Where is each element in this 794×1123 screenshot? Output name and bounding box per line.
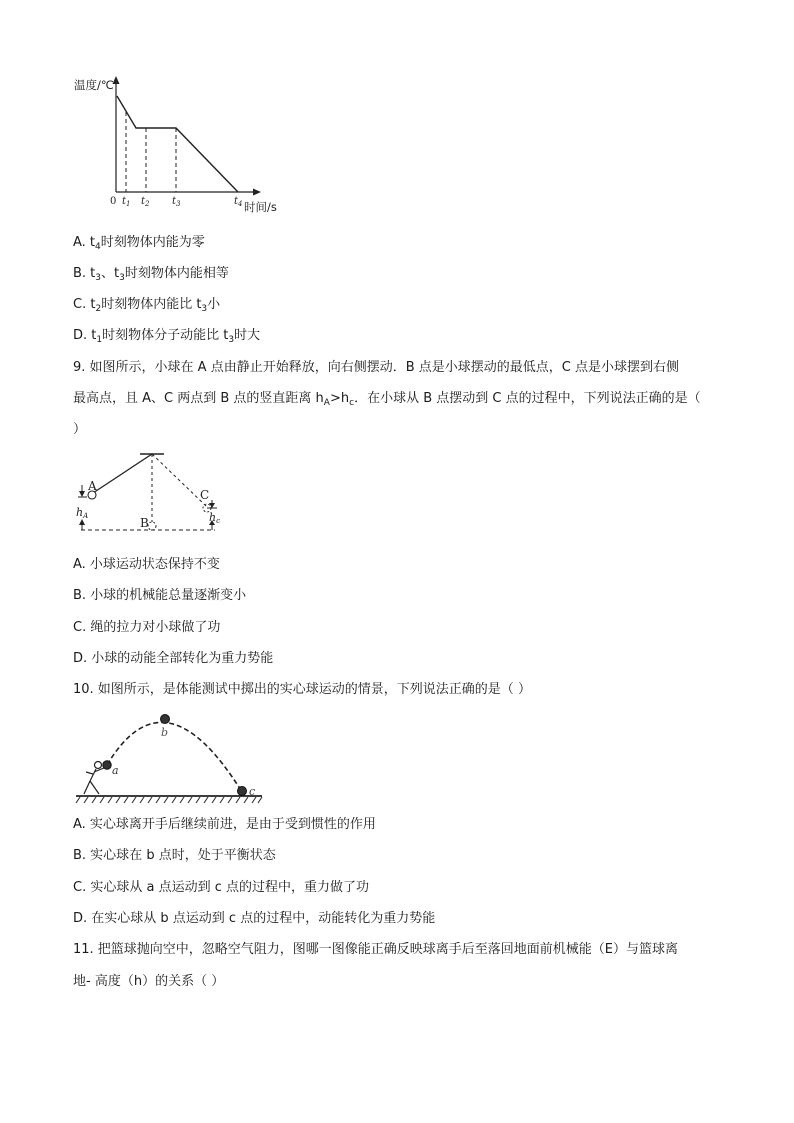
ball-b (148, 522, 156, 530)
pendulum-label-c: C (200, 488, 210, 502)
graph-tick-t1: $t_1$ (122, 196, 131, 208)
ball-a (103, 761, 111, 769)
q10-option-c: C. 实心球从 a 点运动到 c 点的过程中，重力做了功 (73, 880, 369, 895)
q9-stem-line3: ） (73, 422, 87, 437)
q10-option-b: B. 实心球在 b 点时，处于平衡状态 (73, 848, 276, 863)
pendulum-label-b: B (140, 516, 149, 530)
q11-stem-line1: 11. 把篮球抛向空中，忽略空气阻力，图哪一图像能正确反映球离手后至落回地面前机械能（E）与篮球离 (73, 942, 679, 957)
q10-option-a: A. 实心球离开手后继续前进，是由于受到惯性的作用 (73, 817, 376, 832)
temperature-time-graph (70, 70, 290, 220)
q8-option-c: C. $t_2$时刻物体内能比 $t_3$小 (73, 297, 221, 314)
label-c: c (249, 785, 256, 798)
projectile-figure (72, 708, 272, 808)
label-b: b (161, 726, 169, 739)
label-a: a (112, 764, 119, 777)
trajectory-curve (107, 722, 242, 792)
graph-xlabel: 时间/s (244, 200, 277, 214)
graph-origin: 0 (110, 196, 117, 207)
pendulum-label-hc: hc (209, 511, 221, 525)
pendulum-dash-c (152, 454, 206, 506)
pendulum-string-a (93, 454, 152, 493)
q8-option-b: B. $t_3$、$t_3$时刻物体内能相等 (73, 266, 229, 283)
graph-x-arrow (253, 189, 261, 196)
q11-stem-line2: 地- 高度（h）的关系（ ） (73, 974, 225, 989)
graph-tick-t3: $t_3$ (172, 196, 181, 208)
graph-tick-t2: $t_2$ (141, 196, 150, 208)
q8-option-a: A. $t_4$时刻物体内能为零 (73, 235, 205, 252)
q9-stem-line2: 最高点，且 A、C 两点到 B 点的竖直距离 $h_A>h_c$．在小球从 B 点摆动到 C 点的过程中，下列说法正确的是（ (73, 391, 701, 408)
graph-curve (117, 96, 238, 192)
pendulum-label-ha: hA (76, 506, 89, 520)
pendulum-label-a: A (88, 479, 97, 493)
q10-stem: 10. 如图所示，是体能测试中掷出的实心球运动的情景，下列说法正确的是（ ） (73, 682, 531, 697)
q9-option-d: D. 小球的动能全部转化为重力势能 (73, 651, 274, 666)
ball-b (161, 715, 170, 724)
thrower-figure (84, 762, 104, 795)
graph-tick-t4: $t_4$ (234, 196, 243, 208)
ground-hatch (76, 797, 262, 803)
q9-option-c: C. 绳的拉力对小球做了功 (73, 620, 221, 635)
q8-option-d: D. $t_1$时刻物体分子动能比 $t_3$时大 (73, 328, 261, 345)
ball-c (238, 787, 247, 796)
graph-ylabel: 温度/℃ (74, 78, 114, 92)
q9-option-b: B. 小球的机械能总量逐渐变小 (73, 588, 247, 603)
q9-stem-line1: 9. 如图所示，小球在 A 点由静止开始释放，向右侧摆动．B 点是小球摆动的最低点，C 点是小球摆到右侧 (73, 360, 679, 375)
q10-option-d: D. 在实心球从 b 点运动到 c 点的过程中，动能转化为重力势能 (73, 911, 436, 926)
q9-option-a: A. 小球运动状态保持不变 (73, 557, 220, 572)
pendulum-figure (70, 448, 240, 538)
